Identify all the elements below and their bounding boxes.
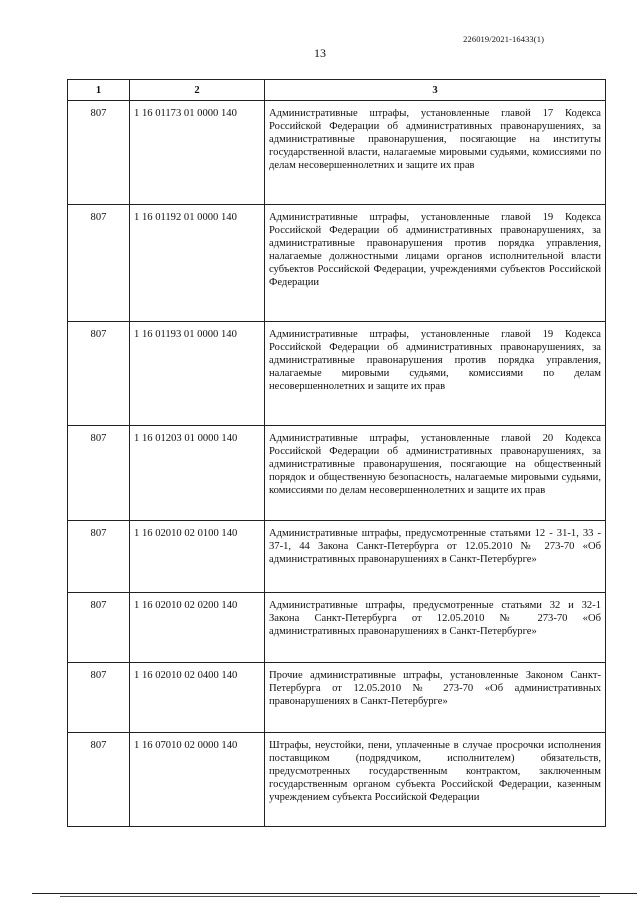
admin-code-cell: 807 (68, 663, 130, 733)
page-bottom-rule-secondary (60, 896, 600, 897)
revenue-codes-table (67, 79, 606, 827)
admin-code-cell: 807 (68, 205, 130, 322)
table-row (68, 521, 606, 593)
description-cell: Административные штрафы, предусмотренные статьями 12 - 31-1, 33 - 37-1, 44 Закона Санкт-Петербурга от 12.05.2010 № 273-70 «Об административных правонарушениях в Санкт-Петербурге» (265, 521, 606, 593)
budget-code-cell: 1 16 02010 02 0200 140 (130, 593, 265, 663)
table-row (68, 733, 606, 827)
budget-code-cell: 1 16 02010 02 0100 140 (130, 521, 265, 593)
admin-code-cell: 807 (68, 101, 130, 205)
table-row (68, 205, 606, 322)
page-bottom-rule (32, 893, 637, 894)
description-cell: Административные штрафы, установленные главой 17 Кодекса Российской Федерации об административных правонарушениях, за административные правонарушения, посягающие на институты государственной власти, налагаемые мировыми судьями, комиссиями по делам несовершеннолетних и защите их прав (265, 101, 606, 205)
admin-code-cell: 807 (68, 322, 130, 426)
description-cell: Административные штрафы, установленные главой 20 Кодекса Российской Федерации об административных правонарушениях, за административные правонарушения, посягающие на общественный порядок и общественную безопасность, налагаемые мировыми судьями, комиссиями по делам несовершеннолетних и защите их прав (265, 426, 606, 521)
admin-code-cell: 807 (68, 426, 130, 521)
description-cell: Административные штрафы, предусмотренные статьями 32 и 32-1 Закона Санкт-Петербурга от 12.05.2010 № 273-70 «Об административных правонарушениях в Санкт-Петербурге» (265, 593, 606, 663)
description-cell: Административные штрафы, установленные главой 19 Кодекса Российской Федерации об административных правонарушениях, за административные правонарушения против порядка управления, налагаемые должностными лицами органов исполнительной власти субъектов Российской Федерации, учреждениями субъектов Российской Федерации (265, 205, 606, 322)
budget-code-cell: 1 16 07010 02 0000 140 (130, 733, 265, 827)
admin-code-cell: 807 (68, 521, 130, 593)
table-row (68, 322, 606, 426)
table-row (68, 101, 606, 205)
table-header-row (68, 80, 606, 101)
budget-code-cell: 1 16 01192 01 0000 140 (130, 205, 265, 322)
description-cell: Прочие административные штрафы, установленные Законом Санкт-Петербурга от 12.05.2010 № 273-70 «Об административных правонарушениях в Санкт-Петербурге» (265, 663, 606, 733)
description-cell: Административные штрафы, установленные главой 19 Кодекса Российской Федерации об административных правонарушениях, за административные правонарушения против порядка управления, налагаемые мировыми судьями, комиссиями по делам несовершеннолетних и защите их прав (265, 322, 606, 426)
budget-code-cell: 1 16 02010 02 0400 140 (130, 663, 265, 733)
description-cell: Штрафы, неустойки, пени, уплаченные в случае просрочки исполнения поставщиком (подрядчиком, исполнителем) обязательств, предусмотренных государственным контрактом, заключенным государственным органом субъекта Российской Федерации, казенным учреждением субъекта Российской Федерации (265, 733, 606, 827)
document-id: 226019/2021-16433(1) (463, 34, 544, 44)
budget-code-cell: 1 16 01173 01 0000 140 (130, 101, 265, 205)
table-row (68, 663, 606, 733)
admin-code-cell: 807 (68, 593, 130, 663)
table-row (68, 426, 606, 521)
column-header-2: 2 (130, 80, 265, 101)
table-body (68, 101, 606, 827)
column-header-1: 1 (68, 80, 130, 101)
budget-code-cell: 1 16 01193 01 0000 140 (130, 322, 265, 426)
column-header-3: 3 (265, 80, 606, 101)
admin-code-cell: 807 (68, 733, 130, 827)
page-number: 13 (314, 46, 326, 60)
table-row (68, 593, 606, 663)
budget-code-cell: 1 16 01203 01 0000 140 (130, 426, 265, 521)
